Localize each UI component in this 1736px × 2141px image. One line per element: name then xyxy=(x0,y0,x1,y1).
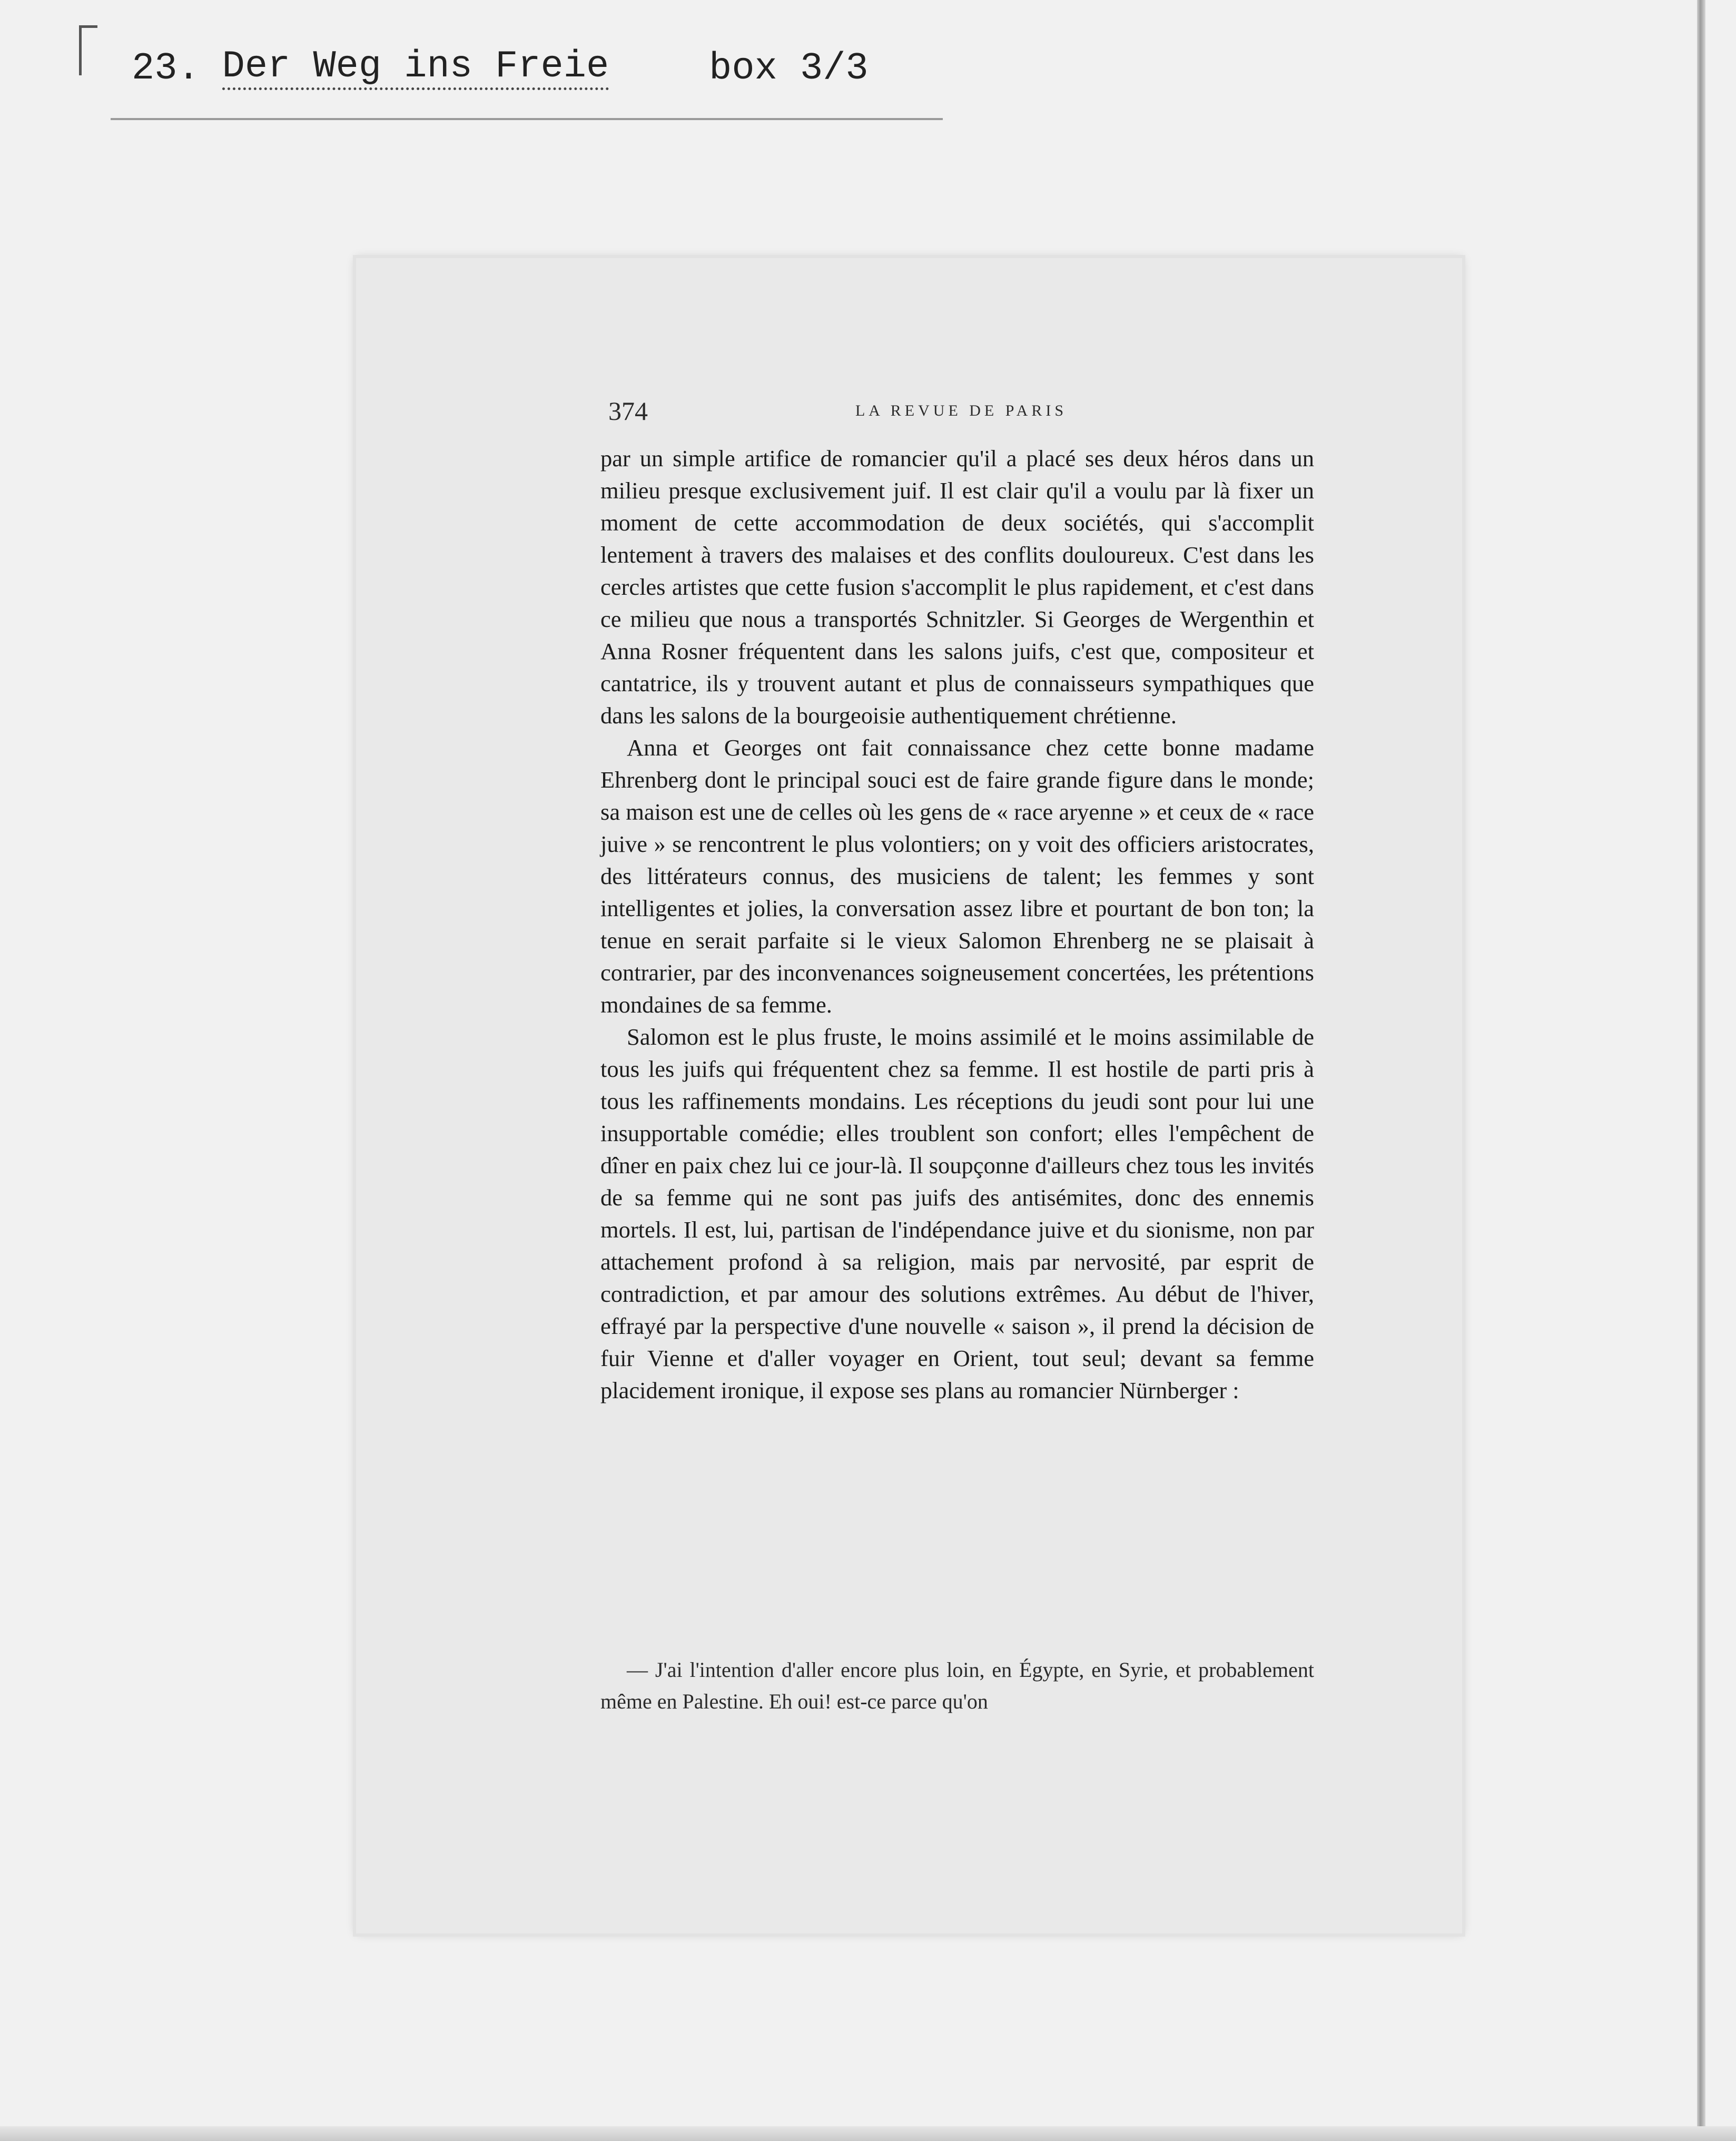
archive-box-label xyxy=(132,42,869,95)
film-edge-bottom xyxy=(0,2126,1736,2141)
paragraph: Anna et Georges ont fait connaissance chez cette bonne madame Ehrenberg dont le principal souci est de faire grande figure dans le monde; sa maison est une de celles où les gens de « race aryenne » et ceux de « race juive » se rencontrent le plus volontiers; on y voit des officiers aristocrates, des littérateurs connus, des musiciens de talent; les femmes y sont intelligentes et jolies, la conversation assez libre et pourtant de bon ton; la tenue en serait parfaite si le vieux Salomon Ehrenberg ne se plaisait à contrarier, par des inconvenances soigneusement concertées, les prétentions mondaines de sa femme. xyxy=(600,734,1314,1018)
item-number: 23. xyxy=(132,47,200,90)
corner-crop-mark xyxy=(79,25,97,75)
film-edge-right xyxy=(1697,0,1705,2141)
article-body xyxy=(600,443,1314,1407)
paragraph: Salomon est le plus fruste, le moins assimilé et le moins assimilable de tous les juifs qui fréquentent chez sa femme. Il est hostile de parti pris à tous les raffinements mondains. Les réceptions du jeudi sont pour lui une insupportable comédie; elles troublent son confort; elles l'empêchent de dîner en paix chez lui ce jour-là. Il soupçonne d'ailleurs chez tous les invités de sa femme qui ne sont pas juifs des antisémites, donc des ennemis mortels. Il est, lui, partisan de l'indépendance juive et du sionisme, non par attachement profond à sa religion, mais par nervosité, par esprit de contradiction, et par amour des solutions extrêmes. Au début de l'hiver, effrayé par la perspective d'une nouvelle « saison », il prend la décision de fuir Vienne et d'aller voyager en Orient, tout seul; devant sa femme placidement ironique, il expose ses plans au romancier Nürnberger : xyxy=(600,1024,1314,1403)
page-number: 374 xyxy=(608,396,648,426)
running-title: LA REVUE DE PARIS xyxy=(855,402,1068,419)
work-title: Der Weg ins Freie xyxy=(222,47,609,90)
label-rule xyxy=(111,118,943,120)
quotation-text: — J'ai l'intention d'aller encore plus loin, en Égypte, en Syrie, et probablement même en Palestine. Eh oui! est-ce parce qu'on xyxy=(600,1658,1314,1713)
running-head xyxy=(608,395,1314,427)
box-number: box 3/3 xyxy=(709,47,869,90)
paragraph: par un simple artifice de romancier qu'il a placé ses deux héros dans un milieu presque exclusivement juif. Il est clair qu'il a voulu par là fixer un moment de cette accommodation de deux sociétés, qui s'accomplit lentement à travers des malaises et des conflits douloureux. C'est dans les cercles artistes que cette fusion s'accomplit le plus rapidement, et c'est dans ce milieu que nous a transportés Schnitzler. Si Georges de Wergenthin et Anna Rosner fréquentent dans les salons juifs, c'est que, compositeur et cantatrice, ils y trouvent autant et plus de connaisseurs sympathiques que dans les salons de la bourgeoisie authentiquement chrétienne. xyxy=(600,445,1314,729)
quotation-block xyxy=(600,1654,1314,1717)
